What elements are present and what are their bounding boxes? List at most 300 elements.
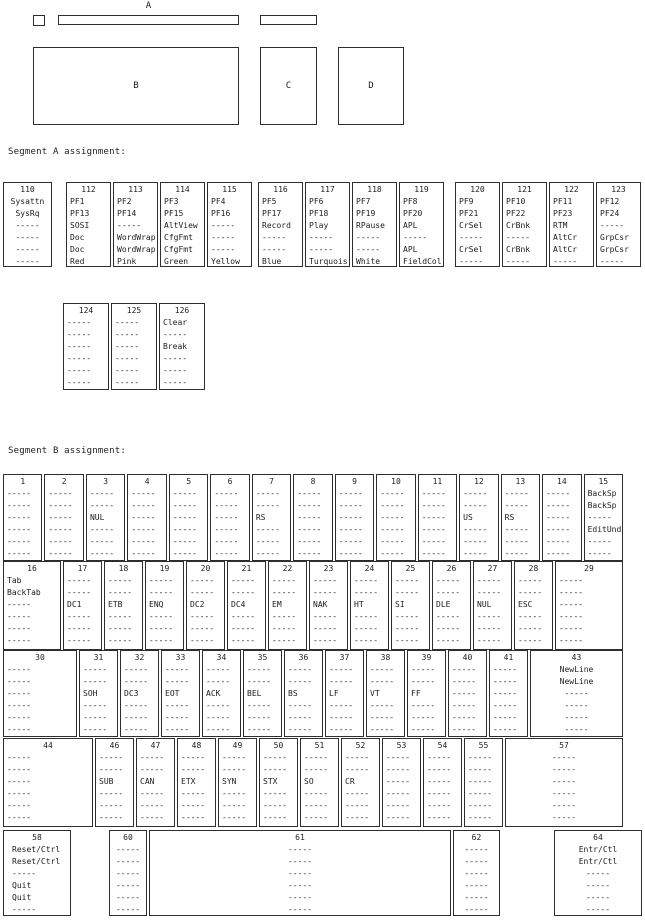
key-cell — [382, 738, 421, 827]
key-number: 30 — [35, 653, 45, 662]
key-cell — [584, 474, 623, 561]
key-assignment-line-2: ----- — [436, 588, 461, 597]
key-assignment-line-3: ----- — [564, 689, 589, 698]
key-assignment-line-1: PF6 — [309, 197, 324, 206]
key-assignment-line-6: ----- — [468, 813, 493, 822]
key-assignment-line-6: ----- — [7, 813, 32, 822]
key-assignment-line-1: ----- — [108, 576, 133, 585]
segment-b-title: Segment B assignment: — [8, 446, 126, 456]
key-assignment-line-4: ----- — [89, 525, 115, 534]
key-assignment-line-4: ----- — [559, 612, 584, 621]
key-number: 4 — [144, 477, 150, 486]
key-number: 110 — [20, 185, 35, 194]
key-assignment-line-4: ----- — [356, 233, 381, 242]
key-assignment-line-2: PF18 — [309, 209, 329, 218]
key-assignment-line-1: ----- — [464, 845, 489, 854]
key-assignment-line-1: PF4 — [211, 197, 226, 206]
key-assignment-line-2: ----- — [165, 677, 190, 686]
key-assignment-line-6: ----- — [172, 549, 197, 558]
key-assignment-line-5: ----- — [231, 624, 256, 633]
key-assignment-line-3: STX — [263, 777, 278, 786]
key-assignment-line-3: SOSI — [70, 221, 90, 230]
key-assignment-line-3: RS — [255, 513, 266, 522]
key-cell — [63, 303, 109, 390]
key-assignment-line-1: ----- — [48, 489, 73, 498]
key-cell — [376, 474, 415, 561]
key-assignment-line-4: ----- — [380, 525, 405, 534]
key-assignment-line-5: ----- — [149, 624, 174, 633]
key-assignment-line-3: ----- — [585, 869, 611, 878]
key-cell — [120, 650, 159, 737]
key-assignment-line-2: ----- — [477, 588, 502, 597]
key-assignment-line-6: ----- — [452, 725, 477, 734]
key-assignment-line-5: ----- — [288, 713, 313, 722]
key-assignment-line-1: ----- — [354, 576, 379, 585]
key-assignment-line-1: ----- — [115, 318, 140, 327]
key-assignment-line-2: Entr/Ctl — [578, 857, 618, 866]
key-number: 2 — [61, 477, 67, 486]
key-assignment-line-3: ACK — [206, 689, 221, 698]
key-assignment-line-2: ----- — [386, 765, 411, 774]
key-cell — [66, 182, 111, 267]
key-assignment-line-1: ----- — [329, 665, 354, 674]
key-assignment-line-2: Reset/Ctrl — [12, 857, 61, 866]
key-number: 50 — [273, 741, 284, 750]
key-assignment-line-2: ----- — [181, 765, 206, 774]
overview-label-a: A — [145, 1, 152, 11]
key-assignment-line-2: ----- — [452, 677, 477, 686]
segment-a-keys-116-119 — [258, 182, 444, 267]
key-cell — [453, 830, 500, 916]
key-assignment-line-6: ----- — [231, 636, 256, 645]
key-assignment-line-1: PF9 — [459, 197, 474, 206]
key-number: 60 — [123, 833, 133, 842]
key-number: 16 — [27, 564, 37, 573]
key-assignment-line-5: ----- — [546, 537, 571, 546]
key-cell — [423, 738, 462, 827]
key-assignment-line-4: ----- — [131, 525, 156, 534]
key-assignment-line-1: ----- — [518, 576, 543, 585]
key-cell — [136, 738, 175, 827]
key-assignment-line-6: ----- — [459, 257, 484, 266]
key-cell — [259, 738, 298, 827]
key-cell — [555, 561, 623, 650]
key-assignment-line-6: ----- — [165, 725, 190, 734]
key-assignment-line-1: ----- — [493, 665, 518, 674]
key-assignment-line-4: ----- — [297, 525, 322, 534]
key-assignment-line-5: ----- — [131, 537, 156, 546]
key-assignment-line-1: ----- — [131, 489, 156, 498]
key-number: 3 — [103, 477, 109, 486]
key-assignment-line-3: CR — [345, 777, 355, 786]
key-assignment-line-3: ----- — [117, 221, 142, 230]
key-assignment-line-4: ----- — [272, 612, 297, 621]
key-assignment-line-1: ----- — [255, 489, 280, 498]
key-assignment-line-1: ----- — [559, 576, 584, 585]
key-assignment-line-4: ----- — [190, 612, 215, 621]
key-assignment-line-4: ----- — [518, 612, 543, 621]
key-assignment-line-4: ----- — [115, 354, 140, 363]
key-number: 15 — [598, 477, 609, 486]
key-assignment-line-5: WordWrap — [117, 245, 156, 254]
key-assignment-line-3: ----- — [172, 513, 197, 522]
key-assignment-line-5: ----- — [395, 624, 420, 633]
key-assignment-line-3: LF — [329, 689, 339, 698]
key-cell — [293, 474, 332, 561]
key-assignment-line-6: ----- — [518, 636, 543, 645]
overview-box-d — [338, 47, 404, 125]
key-assignment-line-1: ----- — [468, 753, 493, 762]
key-assignment-line-3: ----- — [7, 513, 32, 522]
key-cell — [350, 561, 389, 650]
key-assignment-line-4: ----- — [370, 701, 395, 710]
key-assignment-line-4: ----- — [506, 233, 531, 242]
key-assignment-line-6: ----- — [329, 725, 354, 734]
segment-b-row-2 — [3, 561, 623, 650]
overview-label-d: D — [368, 81, 374, 91]
key-cell — [473, 561, 512, 650]
key-assignment-line-6: ----- — [427, 813, 452, 822]
key-cell — [63, 561, 102, 650]
key-assignment-line-5: ----- — [427, 801, 452, 810]
key-assignment-line-3: DC3 — [124, 689, 139, 698]
key-number: 43 — [571, 653, 582, 662]
key-assignment-line-2: PF21 — [459, 209, 479, 218]
key-assignment-line-1: ----- — [395, 576, 420, 585]
key-number: 113 — [128, 185, 143, 194]
key-number: 34 — [216, 653, 227, 662]
key-assignment-line-5: ----- — [89, 537, 115, 546]
key-cell — [177, 738, 216, 827]
key-assignment-line-1: ----- — [165, 665, 190, 674]
key-assignment-line-6: ----- — [395, 636, 420, 645]
key-assignment-line-4: ----- — [585, 881, 611, 890]
key-cell — [284, 650, 323, 737]
key-assignment-line-6: ----- — [354, 636, 379, 645]
key-assignment-line-5: ----- — [165, 713, 190, 722]
key-assignment-line-6: ----- — [67, 636, 92, 645]
segment-b-row-3 — [3, 650, 623, 737]
key-cell — [335, 474, 374, 561]
key-assignment-line-4: AltCr — [553, 233, 578, 242]
key-assignment-line-1: ----- — [172, 489, 197, 498]
key-assignment-line-4: ----- — [181, 789, 206, 798]
key-assignment-line-2: ----- — [115, 857, 141, 866]
key-assignment-line-5: ----- — [559, 624, 584, 633]
key-number: 55 — [478, 741, 489, 750]
key-assignment-line-3: DC2 — [190, 600, 205, 609]
key-assignment-line-5: APL — [403, 245, 418, 254]
key-assignment-line-2: ----- — [329, 677, 354, 686]
key-assignment-line-2: ----- — [297, 501, 322, 510]
key-cell — [366, 650, 405, 737]
key-assignment-line-4: ----- — [99, 789, 124, 798]
key-assignment-line-2: ----- — [140, 765, 165, 774]
key-assignment-line-6: ----- — [370, 725, 395, 734]
overview-box-b — [33, 47, 239, 125]
key-assignment-line-4: Doc — [70, 233, 85, 242]
key-assignment-line-2: ----- — [48, 501, 73, 510]
key-assignment-line-4: ----- — [149, 612, 174, 621]
segment-a-keys-120-123 — [455, 182, 641, 267]
key-number: 26 — [446, 564, 457, 573]
key-assignment-line-1: NewLine — [559, 665, 594, 674]
key-assignment-line-6: ----- — [89, 549, 115, 558]
key-assignment-line-1: PF3 — [164, 197, 179, 206]
key-cell — [145, 561, 184, 650]
key-assignment-line-2: ----- — [7, 677, 32, 686]
key-assignment-line-4: ----- — [436, 612, 461, 621]
key-assignment-line-3: ENQ — [149, 600, 164, 609]
key-assignment-line-4: ----- — [211, 233, 236, 242]
key-assignment-line-2: ----- — [421, 501, 446, 510]
key-cell — [243, 650, 282, 737]
key-number: 11 — [432, 477, 443, 486]
key-cell — [113, 182, 158, 267]
key-assignment-line-6: Blue — [262, 257, 282, 266]
key-assignment-line-3: Play — [309, 221, 329, 230]
key-assignment-line-2: ----- — [559, 588, 584, 597]
key-assignment-line-5: ----- — [67, 624, 92, 633]
key-assignment-line-6: ----- — [115, 378, 140, 387]
key-assignment-line-4: ----- — [386, 789, 411, 798]
key-assignment-line-3: ----- — [15, 221, 40, 230]
key-assignment-line-3: NAK — [313, 600, 328, 609]
key-assignment-line-2: ----- — [108, 588, 133, 597]
key-number: 118 — [367, 185, 382, 194]
key-cell — [432, 561, 471, 650]
key-assignment-line-3: ----- — [7, 777, 32, 786]
key-assignment-line-1: ----- — [427, 753, 452, 762]
key-assignment-line-6: ----- — [288, 725, 313, 734]
key-number: 12 — [474, 477, 484, 486]
key-assignment-line-5: ----- — [421, 537, 446, 546]
key-assignment-line-5: ----- — [587, 537, 612, 546]
key-assignment-line-4: Quit — [12, 881, 32, 890]
key-assignment-line-4: ----- — [83, 701, 108, 710]
key-assignment-line-2: ----- — [551, 765, 577, 774]
key-number: 114 — [175, 185, 190, 194]
key-assignment-line-5: ----- — [287, 893, 313, 902]
key-assignment-line-6: ----- — [380, 549, 405, 558]
key-assignment-line-6: ----- — [338, 549, 363, 558]
key-number: 23 — [323, 564, 334, 573]
segment-a-title: Segment A assignment: — [8, 147, 126, 157]
key-assignment-line-1: Reset/Ctrl — [12, 845, 61, 854]
key-assignment-line-4: ----- — [338, 525, 363, 534]
key-cell — [258, 182, 303, 267]
segment-a-key-110-group — [3, 182, 52, 267]
key-assignment-line-3: ----- — [386, 777, 411, 786]
key-assignment-line-1: ----- — [463, 489, 488, 498]
key-cell — [86, 474, 125, 561]
key-assignment-line-6: ----- — [7, 636, 32, 645]
key-assignment-line-2: ----- — [83, 677, 108, 686]
key-assignment-line-5: ----- — [214, 537, 239, 546]
key-cell — [418, 474, 457, 561]
key-assignment-line-5: ----- — [115, 366, 140, 375]
key-assignment-line-5: ----- — [99, 801, 124, 810]
key-cell — [549, 182, 594, 267]
key-assignment-line-4: ----- — [551, 789, 577, 798]
key-assignment-line-1: ----- — [263, 753, 288, 762]
key-assignment-line-5: GrpCsr — [600, 245, 629, 254]
key-cell — [104, 561, 143, 650]
key-assignment-line-4: ----- — [15, 233, 40, 242]
key-assignment-line-5: ----- — [518, 624, 543, 633]
key-assignment-line-1: PF10 — [506, 197, 526, 206]
key-assignment-line-5: CrSel — [459, 245, 484, 254]
key-number: 54 — [437, 741, 448, 750]
key-cell — [489, 650, 528, 737]
key-assignment-line-4: ----- — [262, 233, 287, 242]
key-cell — [305, 182, 350, 267]
key-assignment-line-2: ----- — [149, 588, 174, 597]
key-assignment-line-4: ----- — [411, 701, 436, 710]
key-assignment-line-3: ----- — [131, 513, 156, 522]
key-assignment-line-6: ----- — [163, 378, 188, 387]
key-assignment-line-5: ----- — [354, 624, 379, 633]
key-assignment-line-5: ----- — [356, 245, 381, 254]
key-cell — [160, 182, 205, 267]
key-assignment-line-2: ----- — [395, 588, 420, 597]
key-assignment-line-1: ----- — [149, 576, 174, 585]
key-assignment-line-5: ----- — [108, 624, 133, 633]
key-assignment-line-6: ----- — [7, 549, 32, 558]
key-number: 112 — [81, 185, 96, 194]
key-assignment-line-4: ----- — [206, 701, 231, 710]
key-number: 32 — [134, 653, 145, 662]
key-assignment-line-3: ----- — [380, 513, 405, 522]
key-cell — [464, 738, 503, 827]
key-number: 57 — [559, 741, 569, 750]
key-assignment-line-1: ----- — [370, 665, 395, 674]
key-assignment-line-3: CrBnk — [506, 221, 531, 230]
key-number: 22 — [282, 564, 293, 573]
key-assignment-line-5: ----- — [247, 713, 272, 722]
key-number: 33 — [175, 653, 186, 662]
key-assignment-line-4: ----- — [7, 525, 32, 534]
key-assignment-line-6: ----- — [585, 905, 611, 914]
key-assignment-line-1: ----- — [89, 489, 115, 498]
key-assignment-line-5: ----- — [262, 245, 287, 254]
key-assignment-line-1: PF11 — [553, 197, 573, 206]
key-assignment-line-6: ----- — [206, 725, 231, 734]
key-assignment-line-4: ----- — [263, 789, 288, 798]
key-number: 8 — [310, 477, 316, 486]
key-cell — [502, 182, 547, 267]
key-assignment-line-2: ----- — [518, 588, 543, 597]
key-assignment-line-5: ----- — [477, 624, 502, 633]
key-assignment-line-3: ----- — [211, 221, 236, 230]
key-assignment-line-5: ----- — [380, 537, 405, 546]
key-assignment-line-3: Record — [262, 221, 291, 230]
key-assignment-line-4: ----- — [163, 354, 188, 363]
key-cell — [227, 561, 266, 650]
key-assignment-line-3: NUL — [89, 513, 105, 522]
key-assignment-line-2: ----- — [345, 765, 370, 774]
key-assignment-line-1: PF2 — [117, 197, 132, 206]
key-assignment-line-2: ----- — [370, 677, 395, 686]
key-assignment-line-3: DC1 — [67, 600, 82, 609]
key-assignment-line-3: RTM — [553, 221, 568, 230]
key-assignment-line-6: ----- — [272, 636, 297, 645]
key-number: 39 — [421, 653, 432, 662]
key-assignment-line-5: ----- — [67, 366, 92, 375]
key-assignment-line-3: Break — [163, 342, 188, 351]
key-assignment-line-5: ----- — [83, 713, 108, 722]
key-assignment-line-5: ----- — [115, 893, 141, 902]
key-assignment-line-4: ----- — [459, 233, 484, 242]
key-assignment-line-3: NUL — [477, 600, 492, 609]
key-assignment-line-4: ----- — [304, 789, 329, 798]
key-cell — [596, 182, 641, 267]
key-cell — [186, 561, 225, 650]
key-assignment-line-4: ----- — [421, 525, 446, 534]
key-cell — [127, 474, 166, 561]
key-assignment-line-1: BackSp — [587, 489, 617, 498]
key-assignment-line-6: ----- — [464, 905, 489, 914]
key-assignment-line-3: ----- — [546, 513, 571, 522]
key-assignment-line-3: FF — [411, 689, 421, 698]
overview-box-c — [260, 47, 317, 125]
key-assignment-line-2: ----- — [67, 330, 92, 339]
key-assignment-line-3: DLE — [436, 600, 451, 609]
key-assignment-line-1: PF8 — [403, 197, 418, 206]
key-assignment-line-4: ----- — [115, 881, 141, 890]
key-number: 25 — [405, 564, 416, 573]
key-assignment-line-4: ----- — [67, 354, 92, 363]
key-assignment-line-2: BackTab — [7, 588, 41, 597]
key-assignment-line-1: ----- — [272, 576, 297, 585]
key-assignment-line-3: CAN — [140, 777, 155, 786]
key-assignment-line-6: ----- — [115, 905, 141, 914]
key-cell — [554, 830, 642, 916]
key-assignment-line-6: ----- — [313, 636, 338, 645]
key-assignment-line-3: ----- — [452, 689, 477, 698]
key-cell — [161, 650, 200, 737]
key-assignment-line-4: ----- — [463, 525, 488, 534]
key-assignment-line-1: ----- — [190, 576, 215, 585]
key-assignment-line-5: ----- — [255, 537, 280, 546]
key-assignment-line-5: ----- — [436, 624, 461, 633]
key-assignment-line-1: ----- — [206, 665, 231, 674]
key-assignment-line-3: HT — [354, 600, 364, 609]
key-cell — [352, 182, 397, 267]
key-assignment-line-2: ----- — [89, 501, 115, 510]
key-assignment-line-3: BEL — [247, 689, 262, 698]
key-assignment-line-1: ----- — [551, 753, 577, 762]
key-assignment-line-6: ----- — [140, 813, 165, 822]
key-assignment-line-4: ----- — [477, 612, 502, 621]
key-assignment-line-6: ----- — [131, 549, 156, 558]
key-assignment-line-6: ----- — [15, 257, 40, 266]
key-assignment-line-6: ----- — [222, 813, 247, 822]
key-assignment-line-6: ----- — [247, 725, 272, 734]
key-assignment-line-4: ----- — [564, 701, 589, 710]
key-cell — [341, 738, 380, 827]
key-assignment-line-3: ----- — [600, 221, 625, 230]
key-assignment-line-6: ----- — [255, 549, 280, 558]
key-assignment-line-4: ----- — [67, 612, 92, 621]
key-assignment-line-6: ----- — [436, 636, 461, 645]
key-assignment-line-4: ----- — [403, 233, 428, 242]
key-assignment-line-4: EditUnd — [587, 525, 622, 534]
key-assignment-line-5: ----- — [313, 624, 338, 633]
key-cell — [459, 474, 498, 561]
key-assignment-line-4: ----- — [214, 525, 239, 534]
key-assignment-line-4: ----- — [309, 233, 334, 242]
